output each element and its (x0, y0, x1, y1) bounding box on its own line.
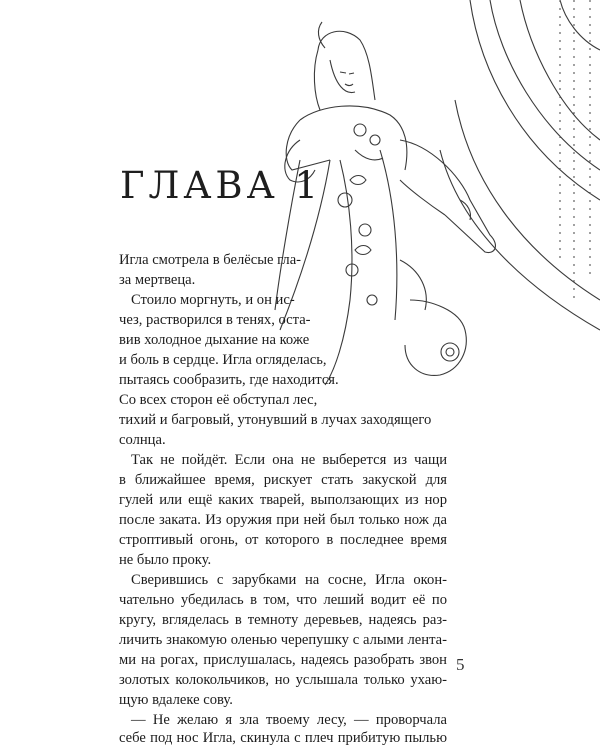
chapter-title: ГЛАВА 1 (120, 164, 322, 207)
text-line: ми на рогах, прислушалась, надеясь разобрать звон (119, 652, 447, 668)
text-line: солнца. (119, 432, 166, 448)
text-line: чательно убедилась в том, что леший водит её по (119, 592, 447, 608)
text-line: Игла смотрела в белёсые гла- (119, 252, 302, 268)
text-line: золотых колокольчиков, но услышала только ухаю- (119, 672, 447, 688)
text-line: себе под нос Игла, скинула с плеч прибитую пылью (119, 730, 447, 746)
text-line: чез, растворился в тенях, оста- (119, 312, 311, 328)
text-line: и боль в сердце. Игла огляделась, (119, 352, 327, 368)
text-line: в ближайшее время, рискует стать закуской для (119, 472, 447, 488)
text-line: строптивый огонь, от которого в последнее время (119, 532, 447, 548)
text-line: личить знакомую оленью черепушку с алыми лента- (119, 632, 447, 648)
text-line: Так не пойдёт. Если она не выберется из чащи (131, 452, 447, 468)
text-line: Со всех сторон её обступал лес, (119, 392, 318, 408)
text-line: вив холодное дыхание на коже (119, 332, 310, 348)
text-line: Стоило моргнуть, и он ис- (131, 292, 295, 308)
text-line: пытаясь сообразить, где находится. (119, 372, 339, 388)
text-line: гулей или ещё каких тварей, выползающих из нор (119, 492, 447, 508)
text-line: кругу, вгляделась в темноту деревьев, надеясь раз- (119, 612, 447, 628)
text-line: Сверившись с зарубками на сосне, Игла окон- (131, 572, 447, 588)
curtain-drape-icon (440, 0, 600, 330)
text-line: тихий и багровый, утонувший в лучах заходящего (119, 412, 432, 428)
text-line: щую вдалеке сову. (119, 692, 233, 708)
bead-strings-icon (560, 0, 590, 300)
text-line: за мертвеца. (119, 272, 196, 288)
text-line: — Не желаю я зла твоему лесу, — проворчала (131, 712, 447, 728)
text-line: не было проку. (119, 552, 212, 568)
page-number: 5 (456, 655, 465, 674)
text-line: после заката. Из оружия при ней был только нож да (119, 512, 447, 528)
